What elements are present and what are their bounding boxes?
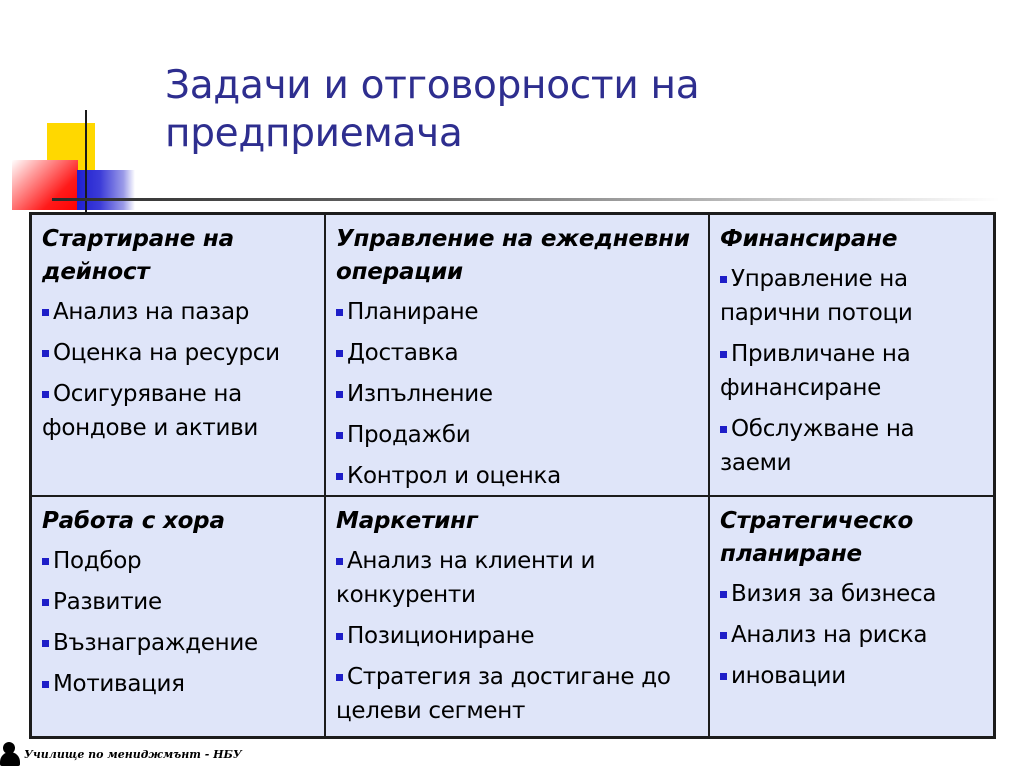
cell-heading: Финансиране bbox=[720, 226, 898, 252]
list-item-text: Анализ на клиенти и конкуренти bbox=[336, 548, 596, 608]
list-item-text: Позициониране bbox=[347, 623, 535, 649]
cell-list bbox=[42, 544, 314, 701]
list-item bbox=[720, 577, 983, 611]
list-item-text: Възнаграждение bbox=[53, 630, 258, 656]
footer-text: Училище по мениджмънт - НБУ bbox=[24, 747, 242, 761]
bullet-square-icon bbox=[336, 473, 343, 480]
list-item bbox=[336, 660, 698, 728]
list-item-text: Управление на парични потоци bbox=[720, 266, 913, 326]
cell-heading: Управление на ежедневни операции bbox=[336, 226, 690, 285]
list-item-text: Развитие bbox=[53, 589, 162, 615]
bullet-square-icon bbox=[42, 640, 49, 647]
bullet-square-icon bbox=[42, 309, 49, 316]
cell-heading: Маркетинг bbox=[336, 508, 478, 534]
list-item bbox=[720, 262, 983, 330]
bullet-square-icon bbox=[42, 558, 49, 565]
cell-heading: Стартиране на дейност bbox=[42, 226, 234, 285]
title-underline bbox=[52, 198, 1000, 201]
list-item-text: Продажби bbox=[347, 422, 471, 448]
list-item-text: Изпълнение bbox=[347, 381, 493, 407]
cell-list bbox=[720, 262, 983, 480]
bullet-square-icon bbox=[720, 351, 727, 358]
bullet-square-icon bbox=[42, 350, 49, 357]
table-cell-startup bbox=[32, 215, 326, 497]
bullet-square-icon bbox=[336, 558, 343, 565]
table-cell-people bbox=[32, 497, 326, 736]
list-item bbox=[720, 337, 983, 405]
list-item bbox=[336, 336, 698, 370]
vertical-line bbox=[85, 110, 87, 212]
list-item bbox=[42, 377, 314, 445]
list-item bbox=[42, 585, 314, 619]
cell-heading: Стратегическо планиране bbox=[720, 508, 914, 567]
footer bbox=[0, 741, 242, 767]
list-item bbox=[42, 667, 314, 701]
red-block-icon bbox=[12, 160, 78, 210]
list-item bbox=[42, 544, 314, 578]
list-item bbox=[336, 544, 698, 612]
list-item-text: Визия за бизнеса bbox=[731, 581, 937, 607]
table-cell-operations bbox=[326, 215, 710, 497]
list-item bbox=[336, 459, 698, 493]
list-item-text: Доставка bbox=[347, 340, 459, 366]
person-logo-icon bbox=[0, 742, 22, 766]
list-item bbox=[336, 418, 698, 452]
table-cell-strategy bbox=[710, 497, 993, 736]
bullet-square-icon bbox=[336, 309, 343, 316]
list-item-text: Оценка на ресурси bbox=[53, 340, 280, 366]
list-item-text: Привличане на финансиране bbox=[720, 341, 911, 401]
responsibilities-table bbox=[29, 212, 996, 739]
list-item bbox=[42, 295, 314, 329]
bullet-square-icon bbox=[720, 673, 727, 680]
bullet-square-icon bbox=[336, 391, 343, 398]
list-item-text: Контрол и оценка bbox=[347, 463, 561, 489]
list-item-text: иновации bbox=[731, 663, 846, 689]
list-item bbox=[336, 295, 698, 329]
bullet-square-icon bbox=[720, 591, 727, 598]
cell-list bbox=[42, 295, 314, 445]
list-item bbox=[720, 618, 983, 652]
bullet-square-icon bbox=[336, 350, 343, 357]
slide-title: Задачи и отговорности на предприемача bbox=[165, 63, 700, 156]
bullet-square-icon bbox=[42, 391, 49, 398]
list-item bbox=[720, 659, 983, 693]
list-item-text: Планиране bbox=[347, 299, 479, 325]
bullet-square-icon bbox=[42, 599, 49, 606]
bullet-square-icon bbox=[720, 632, 727, 639]
cell-heading: Работа с хора bbox=[42, 508, 225, 534]
list-item bbox=[336, 377, 698, 411]
list-item bbox=[42, 336, 314, 370]
list-item-text: Стратегия за достигане до целеви сегмент bbox=[336, 664, 671, 724]
bullet-square-icon bbox=[336, 633, 343, 640]
list-item-text: Обслужване на заеми bbox=[720, 416, 915, 476]
list-item bbox=[720, 412, 983, 480]
list-item-text: Анализ на пазар bbox=[53, 299, 250, 325]
cell-list bbox=[336, 544, 698, 728]
list-item-text: Подбор bbox=[53, 548, 142, 574]
table-cell-financing bbox=[710, 215, 993, 497]
list-item bbox=[336, 619, 698, 653]
bullet-square-icon bbox=[336, 432, 343, 439]
table-cell-marketing bbox=[326, 497, 710, 736]
list-item-text: Анализ на риска bbox=[731, 622, 928, 648]
bullet-square-icon bbox=[336, 674, 343, 681]
bullet-square-icon bbox=[720, 276, 727, 283]
cell-list bbox=[720, 577, 983, 693]
bullet-square-icon bbox=[42, 681, 49, 688]
cell-list bbox=[336, 295, 698, 493]
bullet-square-icon bbox=[720, 426, 727, 433]
list-item bbox=[42, 626, 314, 660]
list-item-text: Мотивация bbox=[53, 671, 185, 697]
list-item-text: Осигуряване на фондове и активи bbox=[42, 381, 259, 441]
